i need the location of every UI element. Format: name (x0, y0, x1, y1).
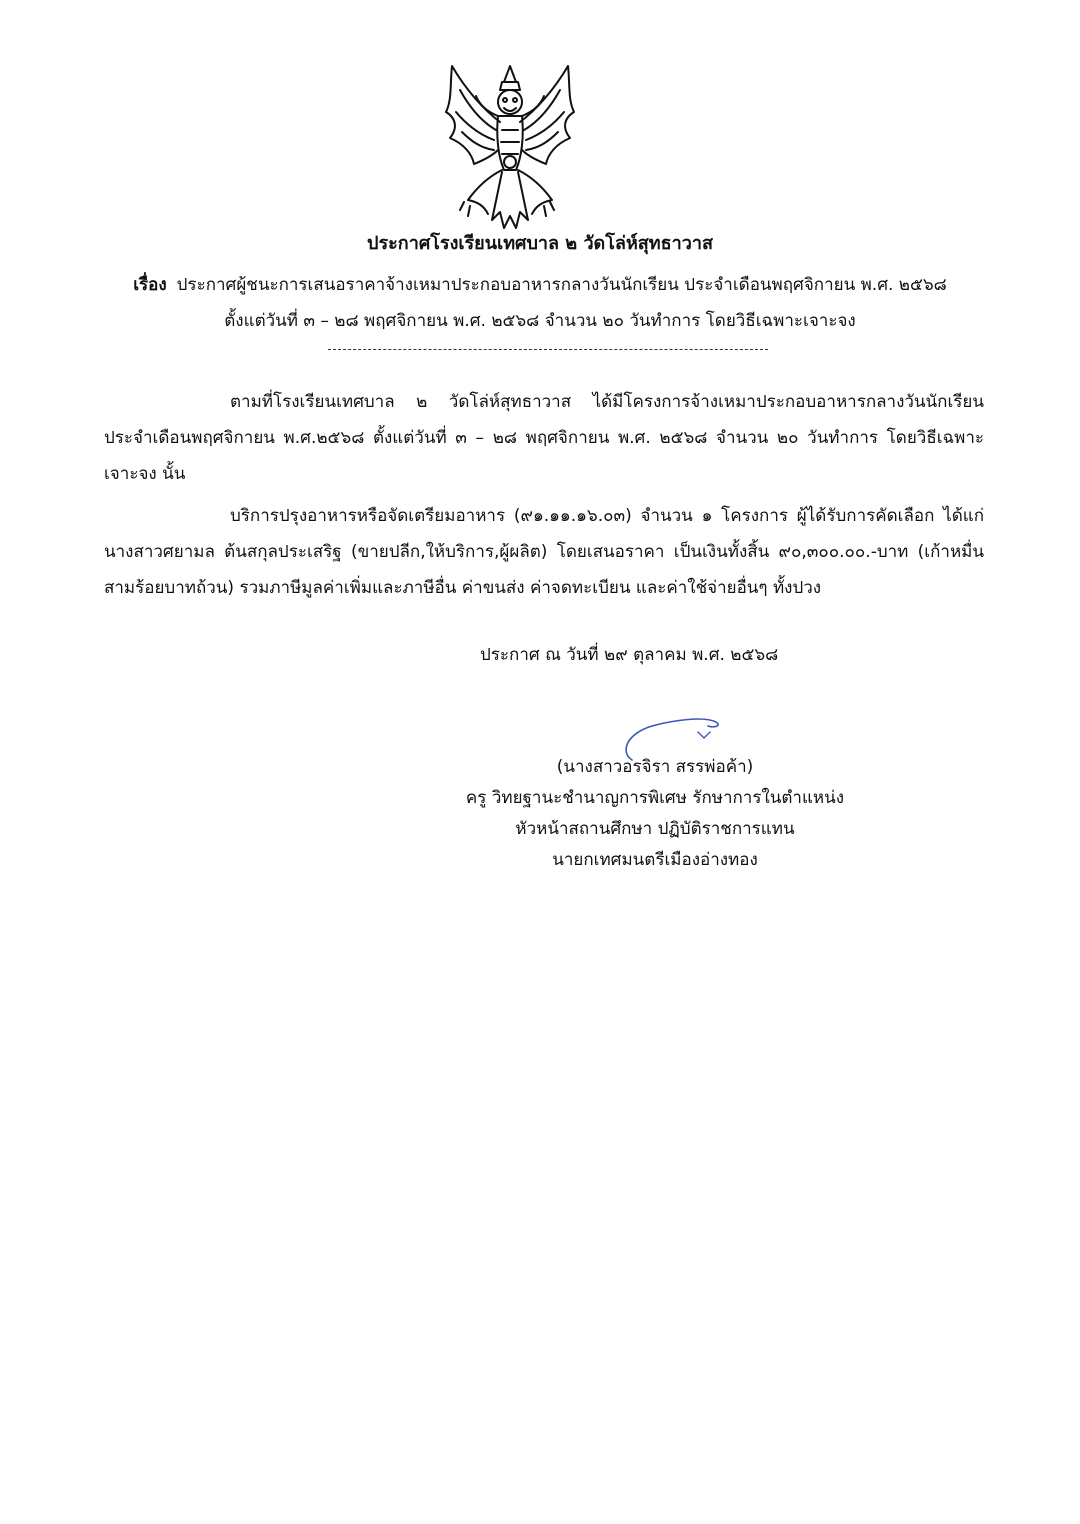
signatory-position: นายกเทศมนตรีเมืองอ่างทอง (552, 850, 758, 870)
signatory-block (440, 752, 870, 876)
subject-label: เรื่อง (133, 275, 167, 295)
signatory-position: ครู วิทยฐานะชำนาญการพิเศษ รักษาการในตำแหน่ง (465, 788, 845, 808)
paragraph-text: ตามที่โรงเรียนเทศบาล ๒ วัดโล่ห์สุทธาวาส ได้มีโครงการจ้างเหมาประกอบอาหารกลางวันนักเรียน ประจำเดือนพฤศจิกายน พ.ศ.๒๕๖๘ ตั้งแต่วันที่ ๓ – ๒๘ พฤศจิกายน พ.ศ. ๒๕๖๘ จำนวน ๒๐ วันทำการ โดยวิธีเฉพาะเจาะจง นั้น (104, 392, 984, 484)
signatory-position: หัวหน้าสถานศึกษา ปฏิบัติราชการแทน (515, 819, 795, 839)
paragraph-text: บริการปรุงอาหารหรือจัดเตรียมอาหาร (๙๑.๑๑.๑๖.๐๓) จำนวน ๑ โครงการ ผู้ได้รับการคัดเลือก ได้แก่ นางสาวศยามล ต้นสกุลประเสริฐ (ขายปลีก,ให้บริการ,ผู้ผลิต) โดยเสนอราคา เป็นเงินทั้งสิ้น ๙๐,๓๐๐.๐๐.-บาท (เก้าหมื่นสามร้อยบาทถ้วน) รวมภาษีมูลค่าเพิ่มและภาษีอื่น ค่าขนส่ง ค่าจดทะเบียน และค่าใช้จ่ายอื่นๆ ทั้งปวง (104, 506, 984, 598)
garuda-emblem-icon (438, 60, 582, 232)
subject-date-range: ตั้งแต่วันที่ ๓ – ๒๘ พฤศจิกายน พ.ศ. ๒๕๖๘ จำนวน ๒๐ วันทำการ โดยวิธีเฉพาะเจาะจง (224, 311, 856, 331)
document-title: ประกาศโรงเรียนเทศบาล ๒ วัดโล่ห์สุทธาวาส (367, 233, 713, 254)
subject-line (0, 273, 1080, 297)
body-paragraph (104, 384, 984, 492)
announcement-date: ประกาศ ณ วันที่ ๒๙ ตุลาคม พ.ศ. ๒๕๖๘ (480, 645, 779, 665)
body-paragraph (104, 498, 984, 606)
signatory-name: (นางสาวอรจิรา สรรพ่อค้า) (556, 757, 754, 777)
dashed-divider (328, 349, 768, 350)
subject-text: ประกาศผู้ชนะการเสนอราคาจ้างเหมาประกอบอาหารกลางวันนักเรียน ประจำเดือนพฤศจิกายน พ.ศ. ๒๕๖๘ (176, 275, 947, 295)
